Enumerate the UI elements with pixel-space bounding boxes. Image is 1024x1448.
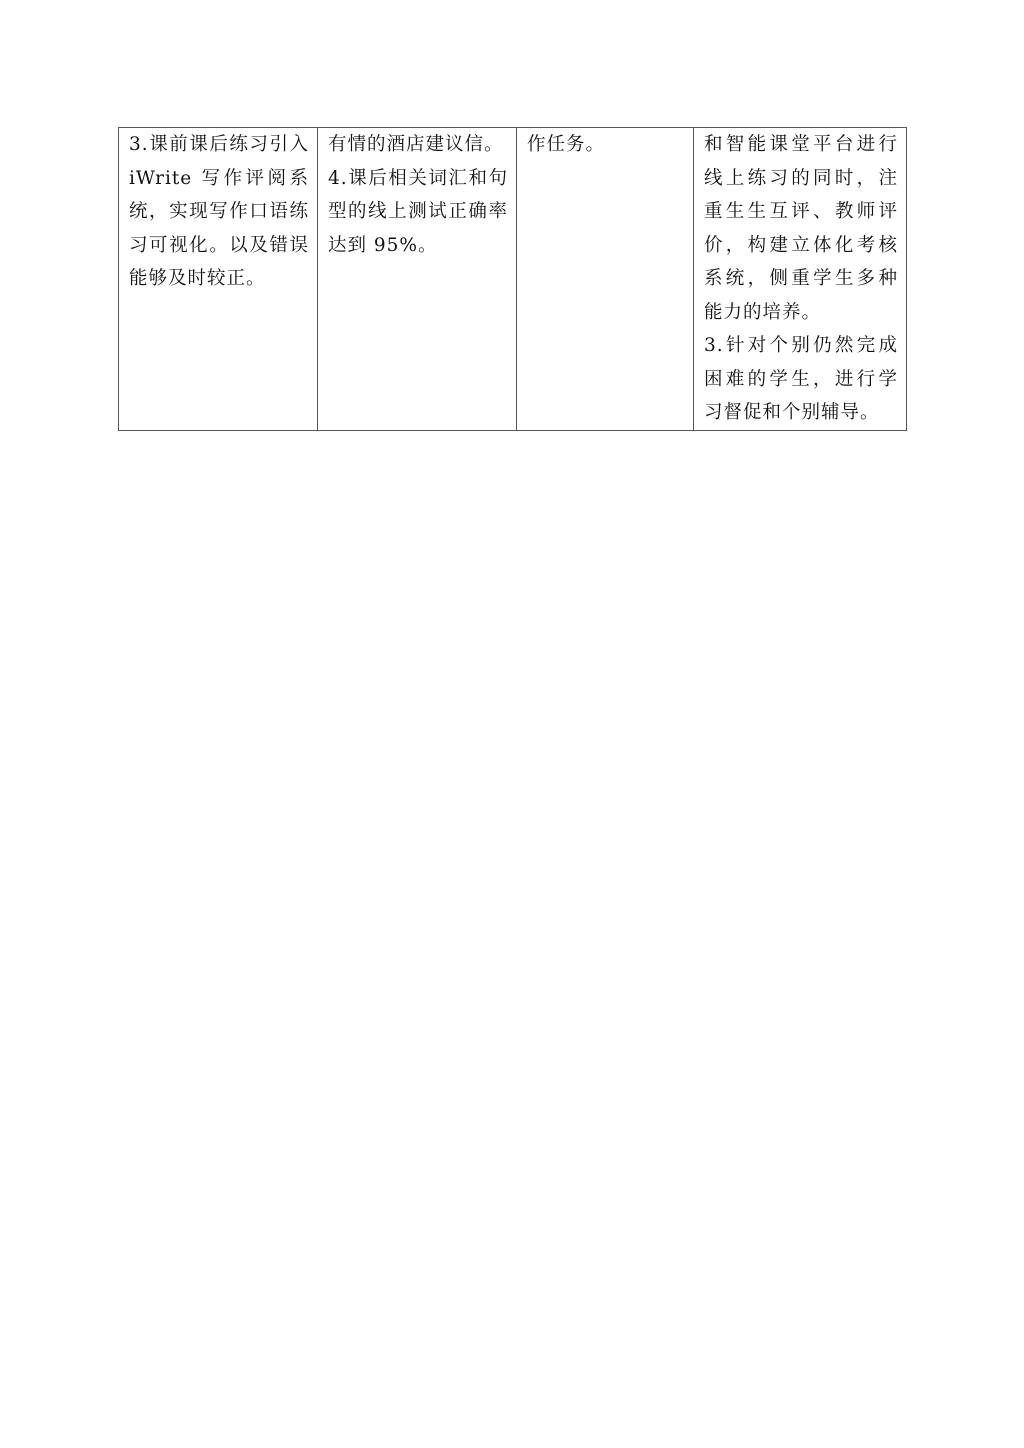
cell-text (527, 128, 685, 162)
cell-text (129, 128, 309, 296)
paragraph: 3.针对个别仍然完成困难的学生，进行学习督促和个别辅导。 (704, 335, 898, 423)
table-row (119, 128, 907, 431)
table-cell-col1 (119, 128, 318, 431)
cell-text (704, 128, 898, 430)
cell-text (328, 128, 508, 262)
paragraph: 作任务。 (527, 134, 606, 155)
table-cell-col3 (517, 128, 694, 431)
table-cell-col4 (694, 128, 907, 431)
paragraph: 和智能课堂平台进行线上练习的同时，注重生生互评、教师评价，构建立体化考核系统，侧重学生多种能力的培养。 (704, 134, 898, 323)
paragraph: 3.课前课后练习引入 iWrite 写作评阅系统，实现写作口语练习可视化。以及错误能够及时较正。 (129, 134, 309, 289)
paragraph: 4.课后相关词汇和句型的线上测试正确率达到 95%。 (328, 167, 508, 256)
table-cell-col2 (318, 128, 517, 431)
content-table (118, 127, 907, 431)
paragraph: 有情的酒店建议信。 (328, 134, 504, 155)
